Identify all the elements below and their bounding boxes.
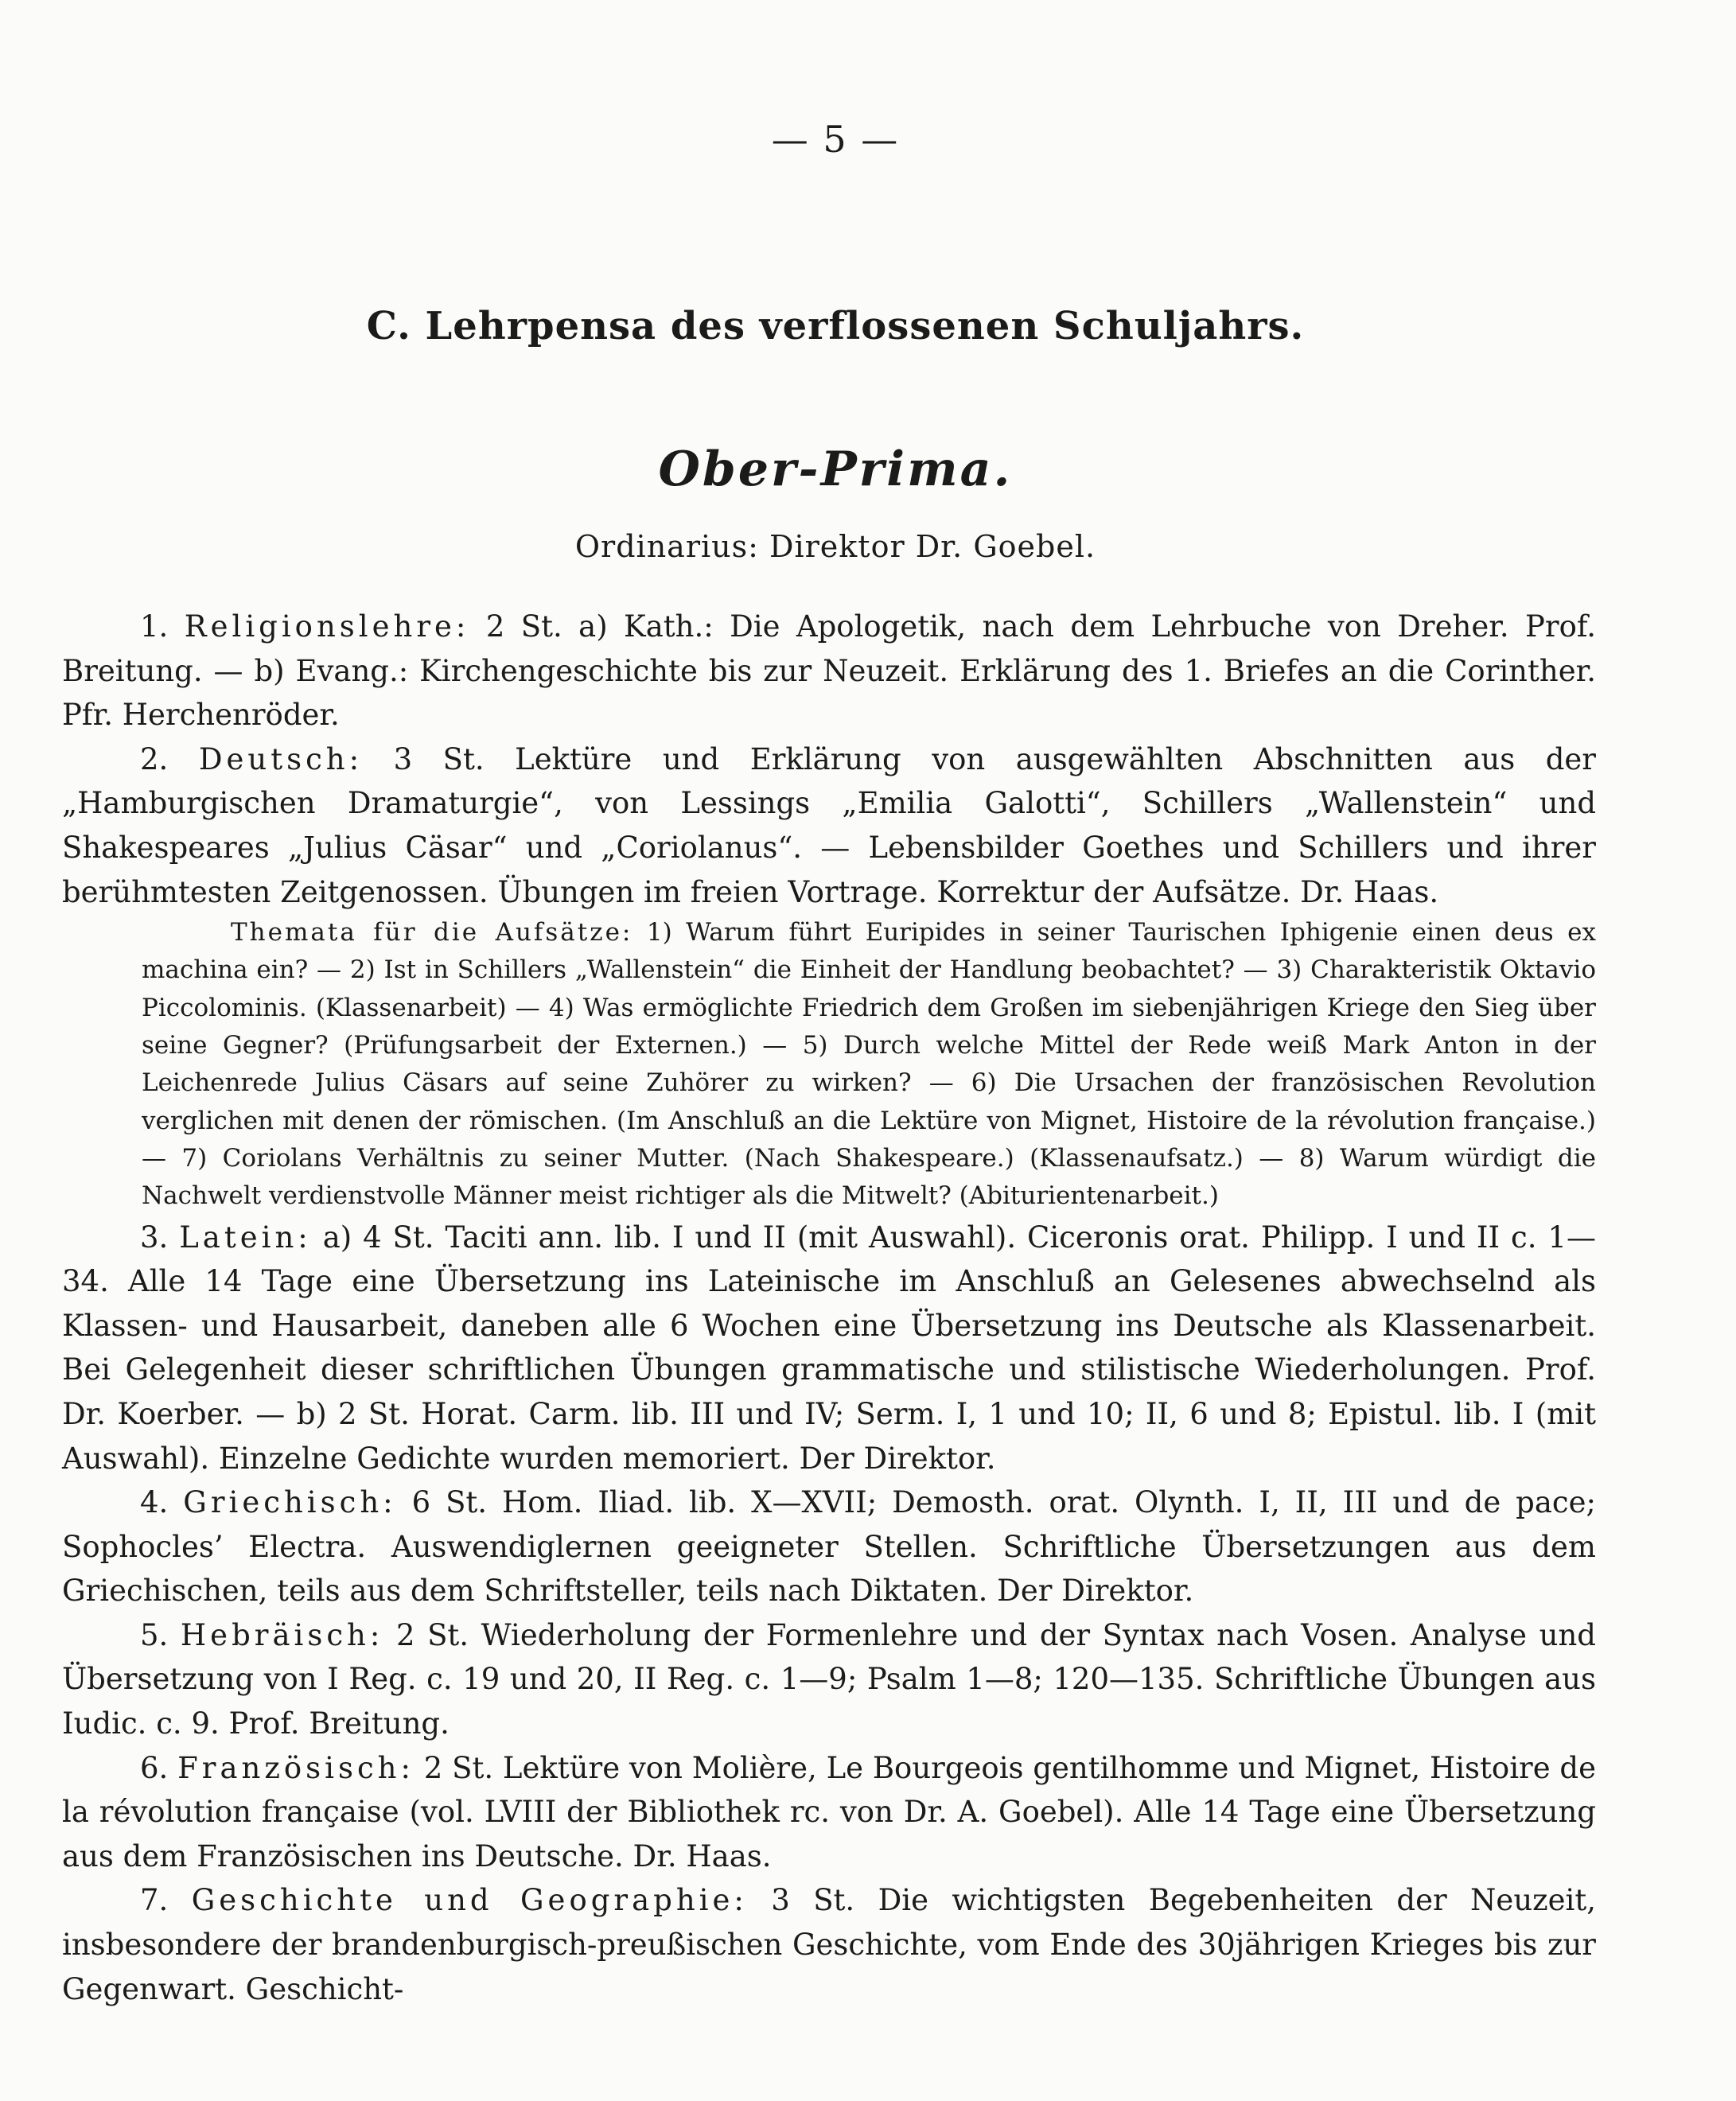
subject-text: 2 St. Lektüre von Molière, Le Bourgeois gentilhomme und Mignet, Histoire de la révolution française (vol. LVIII der Bibliothek rc. von Dr. A. Goebel). Alle 14 Tage eine Übersetzung aus dem Französischen ins Deutsche. Dr. Haas.	[62, 1750, 1596, 1873]
ordinarius-line: Ordinarius: Direktor Dr. Goebel.	[574, 529, 1096, 564]
subject-text: 3 St. Die wichtigsten Begebenheiten der Neuzeit, insbesondere der brandenburgisch-preußischen Geschichte, vom Ende des 30jährigen Krieges bis zur Gegenwart. Geschicht-	[62, 1883, 1597, 2006]
page-number: — 5 —	[771, 118, 900, 161]
subject-name: Religionslehre:	[184, 609, 470, 644]
essay-themes-label: Themata für die Aufsätze:	[231, 918, 633, 947]
subject-text: 3 St. Lektüre und Erklärung von ausgewählten Abschnitten aus der „Hamburgischen Dramaturgie“, von Lessings „Emilia Galotti“, Schillers „Wallenstein“ und Shakespeares „Julius Cäsar“ und „Coriolanus“. — Lebensbilder Goethes und Schillers und ihrer berühmtesten Zeitgenossen. Übungen im freien Vortrage. Korrektur der Aufsätze. Dr. Haas.	[62, 741, 1596, 909]
subject-number: 1.	[140, 609, 169, 644]
curriculum-body	[62, 605, 1596, 2011]
subject-text: 2 St. Wiederholung der Formenlehre und der Syntax nach Vosen. Analyse und Übersetzung von I Reg. c. 19 und 20, II Reg. c. 1—9; Psalm 1—8; 120—135. Schriftliche Übungen aus Iudic. c. 9. Prof. Breitung.	[62, 1617, 1596, 1741]
subject-text: a) 4 St. Taciti ann. lib. I und II (mit Auswahl). Ciceronis orat. Philipp. I und II c. 1—34. Alle 14 Tage eine Übersetzung ins Lateinische im Anschluß an Gelesenes abwechselnd als Klassen- und Hausarbeit, daneben alle 6 Wochen eine Übersetzung ins Deutsche als Klassenarbeit. Bei Gelegenheit dieser schriftlichen Übungen grammatische und stilistische Wiederholungen. Prof. Dr. Koerber. — b) 2 St. Horat. Carm. lib. III und IV; Serm. I, 1 und 10; II, 6 und 8; Epistul. lib. I (mit Auswahl). Einzelne Gedichte wurden memoriert. Der Direktor.	[62, 1220, 1596, 1476]
subject-name: Französisch:	[177, 1750, 415, 1785]
subject-text: 6 St. Hom. Iliad. lib. X—XVII; Demosth. orat. Olynth. I, II, III und de pace; Sophocles’ Electra. Auswendiglernen geeigneter Stellen. Schriftliche Übersetzungen aus dem Griechischen, teils aus dem Schriftsteller, teils nach Diktaten. Der Direktor.	[62, 1485, 1597, 1609]
subject-french	[62, 1746, 1596, 1879]
subject-latin	[62, 1216, 1596, 1481]
subject-number: 6.	[140, 1750, 169, 1785]
subject-number: 7.	[140, 1883, 169, 1918]
essay-themes	[62, 914, 1596, 1215]
section-title: C. Lehrpensa des verflossenen Schuljahrs.	[366, 304, 1305, 348]
subject-number: 4.	[140, 1485, 169, 1520]
subject-greek	[62, 1480, 1596, 1613]
subject-religion	[62, 605, 1596, 737]
subject-german	[62, 737, 1596, 914]
subject-history-geography	[62, 1878, 1596, 2011]
subject-name: Latein:	[179, 1220, 312, 1255]
subject-number: 2.	[140, 741, 169, 776]
essay-themes-text: 1) Warum führt Euripides in seiner Taurischen Iphigenie einen deus ex machina ein? — 2) Ist in Schillers „Wallenstein“ die Einheit der Handlung beobachtet? — 3) Charakteristik Oktavio Piccolominis. (Klassenarbeit) — 4) Was ermöglichte Friedrich dem Großen im siebenjährigen Kriege den Sieg über seine Gegner? (Prüfungsarbeit der Externen.) — 5) Durch welche Mittel der Rede weiß Mark Anton in der Leichenrede Julius Cäsars auf seine Zuhörer zu wirken? — 6) Die Ursachen der französischen Revolution verglichen mit denen der römischen. (Im Anschluß an die Lektüre von Mignet, Histoire de la révolution française.) — 7) Coriolans Verhältnis zu seiner Mutter. (Nach Shakespeare.) (Klassenaufsatz.) — 8) Warum würdigt die Nachwelt verdienstvolle Männer meist richtiger als die Mitwelt? (Abiturientenarbeit.)	[142, 918, 1597, 1211]
subject-hebrew	[62, 1613, 1596, 1746]
subject-name: Geschichte und Geographie:	[191, 1883, 748, 1918]
subject-number: 3.	[140, 1220, 169, 1255]
subject-text: 2 St. a) Kath.: Die Apologetik, nach dem Lehrbuche von Dreher. Prof. Breitung. — b) Evang.: Kirchengeschichte bis zur Neuzeit. Erklärung des 1. Briefes an die Corinther. Pfr. Herchenröder.	[62, 609, 1597, 733]
class-title: Ober-Prima.	[658, 442, 1013, 497]
subject-number: 5.	[140, 1617, 169, 1652]
subject-name: Griechisch:	[183, 1485, 397, 1520]
subject-name: Hebräisch:	[180, 1617, 384, 1652]
subject-name: Deutsch:	[198, 741, 364, 776]
